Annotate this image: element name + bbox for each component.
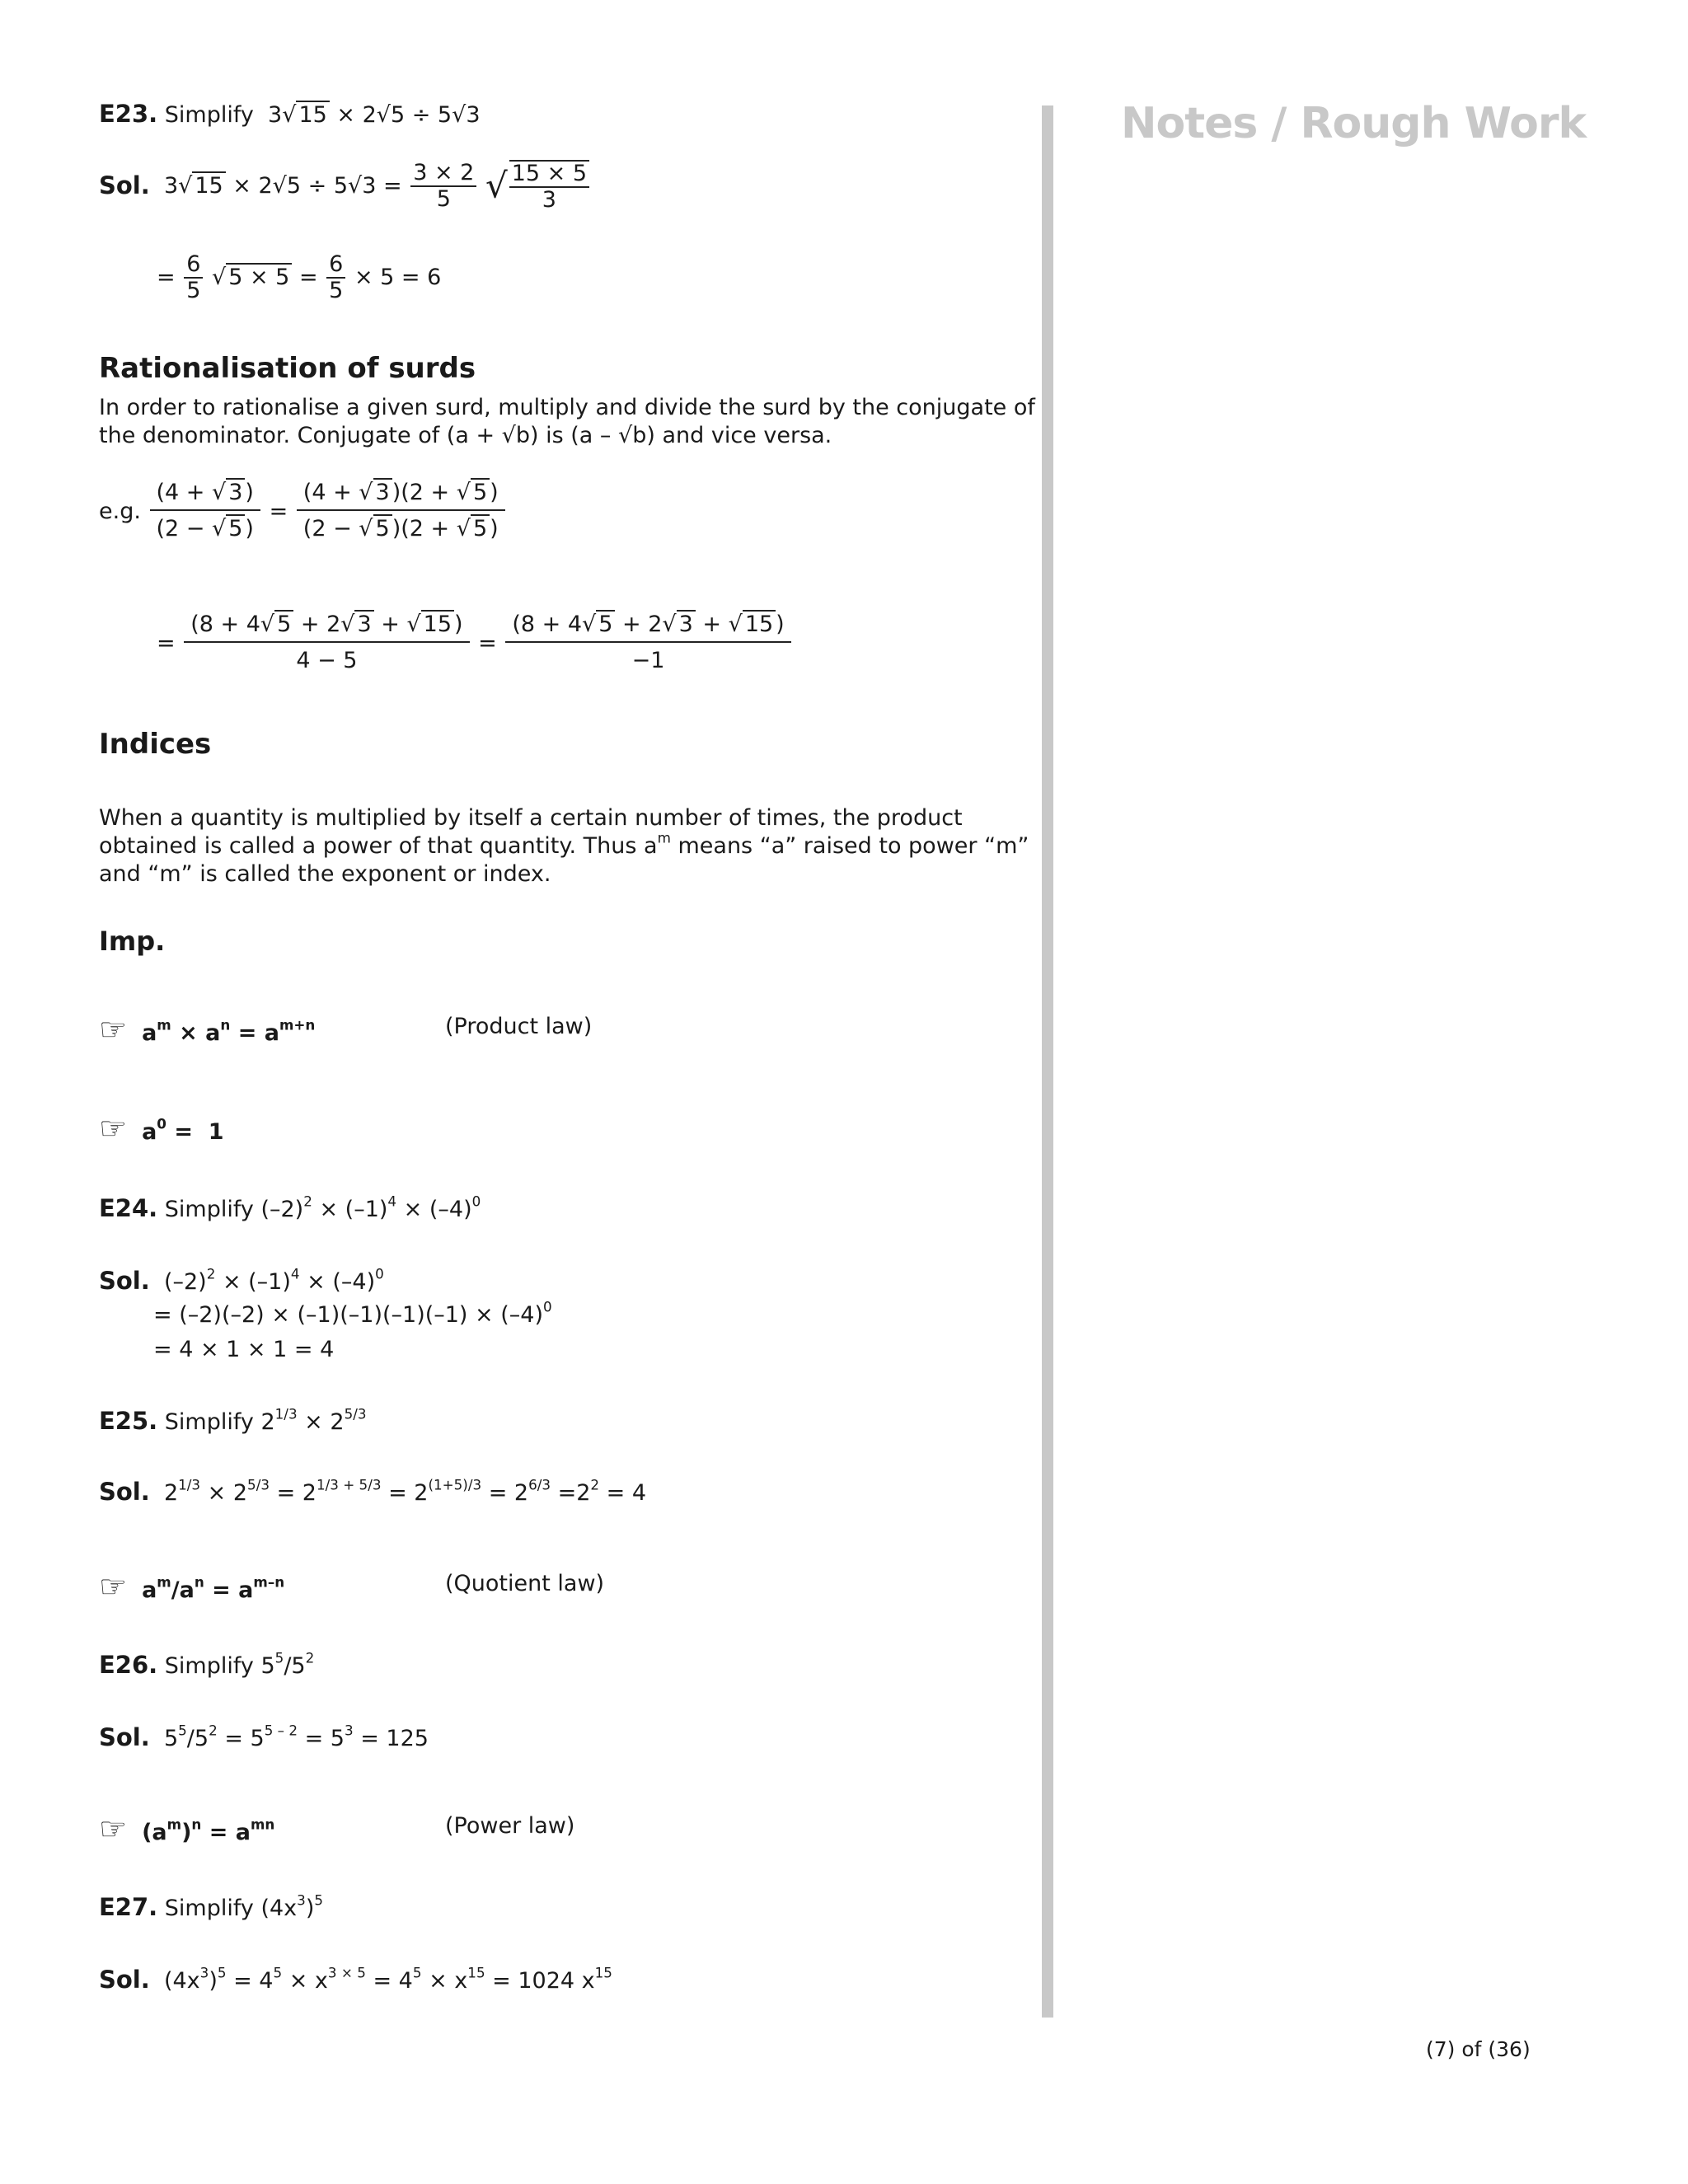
e24-problem: E24. Simplify $(-2)^2 \times (-1)^4 \times (-4)^0$ [99,1193,481,1222]
quotient-law-name: (Quotient law) [445,1571,605,1596]
eg-label: e.g. [99,498,141,524]
pointing-hand-icon: ☞ [99,1811,128,1847]
e25-label: E25. [99,1407,158,1435]
e23-label: E23. [99,100,158,128]
power-law: ☞ $(a^m)^n = a^{mn}$ [99,1811,275,1847]
rationalisation-example: e.g. $\frac{(4 + √ 3 )}{(2 - √ 5 )}$ = $\frac{(4 + √ 3 )(2 + √ 5 )}{(2 - √ 5 )(2 + √ 5 )}$ [99,480,507,543]
pointing-hand-icon: ☞ [99,1568,128,1605]
e23-sol-label: Sol. [99,171,150,200]
e24-solution-line2: = $(-2)(-2) \times (-1)(-1)(-1)(-1) \times (-4)^0$ [153,1298,552,1328]
rationalisation-result: = $\frac{(8 + 4√ 5 + 2√ 3 + √ 15 )}{4 - 5}$ = $\frac{(8 + 4√ 5 + 2√ 3 + √ 15 )}{-1}$ [157,612,793,675]
indices-text: When a quantity is multiplied by itself a certain number of times, the product obtained is called a power of that quantity. Thus $a^m$ means “a” raised to power “m” and “m” is called the exponent or index. [99,805,1029,887]
e27-solution: Sol. $(4x^3)^5 = 4^5 \times x^{3 \times 5} = 4^5 \times x^{15} = 1024$ $x^{15}$ [99,1964,612,1994]
notes-divider [1042,105,1053,2018]
rationalisation-heading: Rationalisation of surds [99,352,476,385]
e27-label: E27. [99,1893,158,1921]
e23-solution-step2: = $\frac{6}{5}$ √ 5 × 5 = $\frac{6}{5}$ × 5 = 6 [157,251,442,303]
e23-solution: Sol. 3√ 15 × 2√5 ÷ 5√3 = $\frac{3 \times 2}{5}$ √ $\frac{15 \times 5}{3}$ [99,160,591,212]
e23-expression: 3√ 15 × 2√5 ÷ 5√3 [260,102,481,128]
rationalisation-text: In order to rationalise a given surd, multiply and divide the surd by the conjugate of the denominator. Conjugate of (a + √b) is (a – √b) and vice versa. [99,395,1035,448]
e26-problem: E26. Simplify $5^5/5^2$ [99,1649,315,1679]
notes-title: Notes / Rough Work [1121,99,1587,148]
e24-solution-line1: Sol. $(-2)^2 \times (-1)^4 \times (-4)^0$ [99,1265,384,1295]
product-law-name: (Product law) [445,1014,593,1039]
e23-problem [99,102,481,126]
pointing-hand-icon: ☞ [99,1110,128,1146]
indices-heading: Indices [99,728,212,761]
e26-solution: Sol. $5^5/5^2 = 5^{5 - 2} = 5^3 = 125$ [99,1722,429,1751]
power-law-name: (Power law) [445,1813,575,1839]
product-law: ☞ $a^m \times a^n = a^{m+n}$ [99,1011,316,1047]
quotient-law: ☞ $a^m/a^n = a^{m-n}$ [99,1568,285,1605]
imp-label: Imp. [99,926,166,957]
e26-label: E26. [99,1651,158,1679]
zero-exponent-law: ☞ $a^0 = 1$ [99,1110,224,1146]
e24-label: E24. [99,1194,158,1222]
e23-prompt: Simplify [164,102,254,128]
page-number: (7) of (36) [1426,2037,1531,2061]
e27-problem: E27. Simplify $(4x^3)^5$ [99,1891,324,1921]
e24-solution-line3: = 4 × 1 × 1 = 4 [153,1337,335,1362]
e25-solution: Sol. $2^{1/3} \times 2^{5/3} = 2^{1/3 + 5/3} = 2^{(1+5)/3} = 2^{6/3} =2^2 = 4$ [99,1476,647,1506]
pointing-hand-icon: ☞ [99,1011,128,1047]
e25-problem: E25. Simplify $2^{1/3} \times 2^{5/3}$ [99,1405,367,1435]
